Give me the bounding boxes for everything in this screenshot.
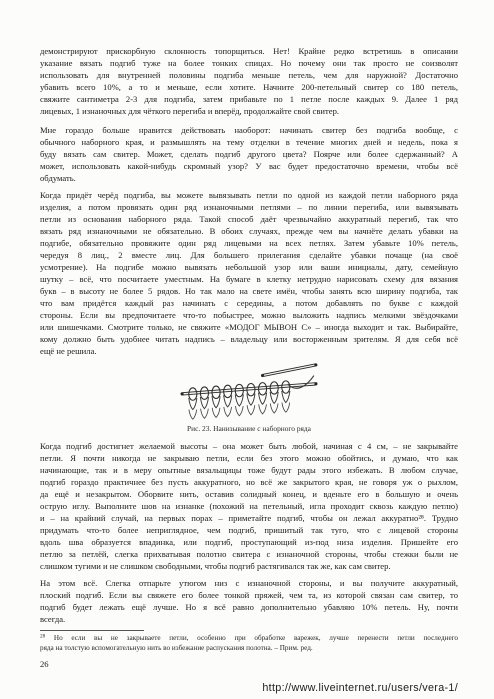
hanging-stitch [258, 393, 266, 405]
body-paragraph [40, 124, 458, 184]
text-line: Когда подгиб достигнет желаемой высоты – она может быть любой, начиная с 4 см, – не закрывайте [40, 441, 458, 451]
text-line: петли. Я почти никогда не закрываю петли, если без этого можно обойтись, и думаю, что как [40, 453, 458, 463]
text-line: да ещё и незакрытом. Оборвите нить, оставив солидный конец, и вденьте его в большую и очень [40, 489, 458, 499]
hanging-stitch [247, 405, 255, 415]
figure-caption: Рис. 23. Нанизывание с наборного ряда [187, 424, 311, 433]
text-line: может, использовать какой-нибудь скромный узор? У вас будет предостаточно времени, чтобы всё [40, 161, 458, 171]
text-line: придумать что-то более неприглядное, чем подгиб, пришитый так туго, что с лицевой стороны [40, 525, 458, 535]
body-paragraph [40, 45, 458, 117]
text-line: острую иглу. Выполните шов на изнанке (похожий на петельный, игла проходит сквозь каждую петлю) [40, 501, 458, 511]
hanging-stitch [224, 395, 232, 407]
text-line: плоский подгиб. Если вы свяжете его более тонкой пряжей, чем та, из которой связан сам свитер, то [40, 590, 458, 600]
illustration-drawing [179, 361, 319, 423]
body-paragraph [40, 577, 458, 625]
text-line: петли из основания наборного ряда. Такой способ даёт чрезвычайно аккуратный перегиб, так что [40, 214, 458, 224]
needle-highlight [265, 365, 314, 375]
body-paragraph [40, 440, 458, 572]
text-line: кому должно быть удобнее читать надпись – владельцу или восторженным зрителям. Я для себя всё [40, 334, 458, 344]
knitting-illustration [179, 361, 319, 423]
text-line: лицевых, 1 изнаночных для чёткого перегиба и вперёд, продолжайте свой свитер. [40, 106, 340, 116]
watermark-url: http://www.liveinternet.ru/users/vera-1/ [262, 682, 458, 694]
text-line: Мне гораздо больше нравится действовать наоборот: начинать свитер без подгиба вообще, с [40, 125, 458, 135]
footnote-line [40, 634, 458, 644]
text-line: обычного наборного края, и размышлять на тему отделки в течение многих дней и недель, пока я [40, 137, 458, 147]
hanging-stitch [282, 403, 290, 413]
footnote [40, 634, 458, 653]
text-line: усмотрение). На подгибе можно вывязать небольшой узор или ваши инициалы, дату, семейную [40, 262, 458, 272]
hanging-stitch [200, 397, 208, 409]
footnote-marker: 28 [40, 633, 46, 640]
hanging-stitch [189, 398, 197, 410]
text-line: изделия, а потом провязать один ряд изнаночными петлями – по линии перегиба, или вывязывать [40, 202, 458, 212]
text-line: шутку – всё, что посчитаете уместным. На бумаге в клетку нетрудно нарисовать схему для вязания [40, 274, 458, 284]
text-line: демонстрируют прискорбную склонность топорщиться. Нет! Крайне редко встретишь в описании [40, 46, 458, 56]
text-line: петлю за петлёй, слегка прихватывая полотно свитера с изнаночной стороны, чтобы стежки были не [40, 549, 458, 559]
hanging-stitch [270, 403, 278, 413]
text-line: вдоль шва образуется впадинка, или подгиб, проступающий из-под низа изделия. Пришейте его [40, 537, 458, 547]
text-line: свяжите сантиметра 2-3 для подгиба, затем прибавьте по 1 петле после каждых 9. Далее 1 ряд [40, 94, 458, 104]
text-line: обдумать. [40, 173, 76, 183]
text-line: что вам придётся каждый раз начинать с середины, а потом добавлять по букве с каждой [40, 298, 458, 308]
text-line: подгибе, обязательно провяжите один ряд лицевыми на всех петлях. Затем убавьте 10% петель, [40, 238, 458, 248]
text-line: убавить всего 10%, а то и меньше, если хотите. Начните 200-петельный свитер со 180 петель, [40, 82, 458, 92]
footnote-text: Но если вы не закрываете петли, особенно при обработке варежек, лучше перенести петли последнего [53, 634, 458, 642]
text-line: слишком тугими и не слишком свободными, чтобы подгиб растягивался так же, как сам свитер. [40, 561, 391, 571]
text-line: стороны. Если вы предпочитаете что-то побыстрее, можно выложить надпись мелкими звёздочками [40, 310, 458, 320]
hanging-stitch [201, 409, 209, 419]
footnote-line [40, 644, 458, 654]
hanging-stitch [224, 407, 232, 417]
text-line: использовать для внутренней половины подгиба меньше петель, чем для наружной? Достаточно [40, 70, 458, 80]
text-line: указание вязать подгиб туже на более тонких спицах. Но почему они так просто не соизволят [40, 58, 458, 68]
text-line: подгиб будет лежать ещё лучше. Но я всё равно дополнительно убавляю 10% петель. Ну, почти [40, 602, 458, 612]
text-line: букв – в высоту не более 5 рядов. Но так мало на свете имён, чтобы занять всю ширину подгиба, так [40, 286, 458, 296]
footnote-rule [40, 630, 144, 631]
footnote-text: ряда на толстую вспомогательную нить во избежание распускания полотна. – Прим. ред. [40, 643, 313, 652]
hanging-stitch [282, 391, 290, 403]
hanging-stitch [189, 410, 197, 420]
hanging-stitch [235, 406, 243, 416]
hanging-stitch [247, 394, 255, 406]
text-line: и – на крайний случай, на первых порах – приметайте подгиб, чтобы он лежал аккуратно²⁸. Трудно [40, 513, 458, 523]
text-line: вязать ряд изнаночными не обязательно. В обоих случаях, прежде чем вы начнёте делать убавки на [40, 226, 458, 236]
text-line: начинающие, так и в меру опытные вязальщицы тоже будут рады этого избежать. В любом случае, [40, 465, 458, 475]
hanging-stitch [212, 396, 220, 408]
text-line: подгиб гораздо практичнее без пусть аккуратного, но всё же закрытого края, не говоря уж о рыхлом, [40, 477, 458, 487]
needle-highlight [184, 384, 314, 394]
text-line: чередуя 8 лиц., 2 вместе лиц. Для большего прилегания сделайте убавки почаще (на своё [40, 250, 458, 260]
page-number: 26 [40, 659, 49, 669]
text-line: буду вязать сам свитер. Может, сделать подгиб другого цвета? Поярче или более сдержанный? А [40, 149, 458, 159]
hanging-stitch [235, 394, 243, 406]
body-paragraph [40, 189, 458, 357]
text-line: Когда придёт черёд подгиба, вы можете вывязывать петли по одной из каждой петли наборного ряда [40, 190, 458, 200]
hanging-stitch [212, 408, 220, 418]
text-line: или шишечками. Смотрите только, не свяжите «МОДОГ МЫВОН С» – иногда выходит и так. Выбирайте, [40, 322, 458, 332]
hanging-stitch [270, 392, 278, 404]
hanging-stitch [259, 404, 267, 414]
text-line: всегда. [40, 614, 66, 624]
text-line: На этом всё. Слегка отпарьте утюгом низ с изнаночной стороны, и вы получите аккуратный, [40, 578, 458, 588]
text-line: ещё не решила. [40, 346, 97, 356]
